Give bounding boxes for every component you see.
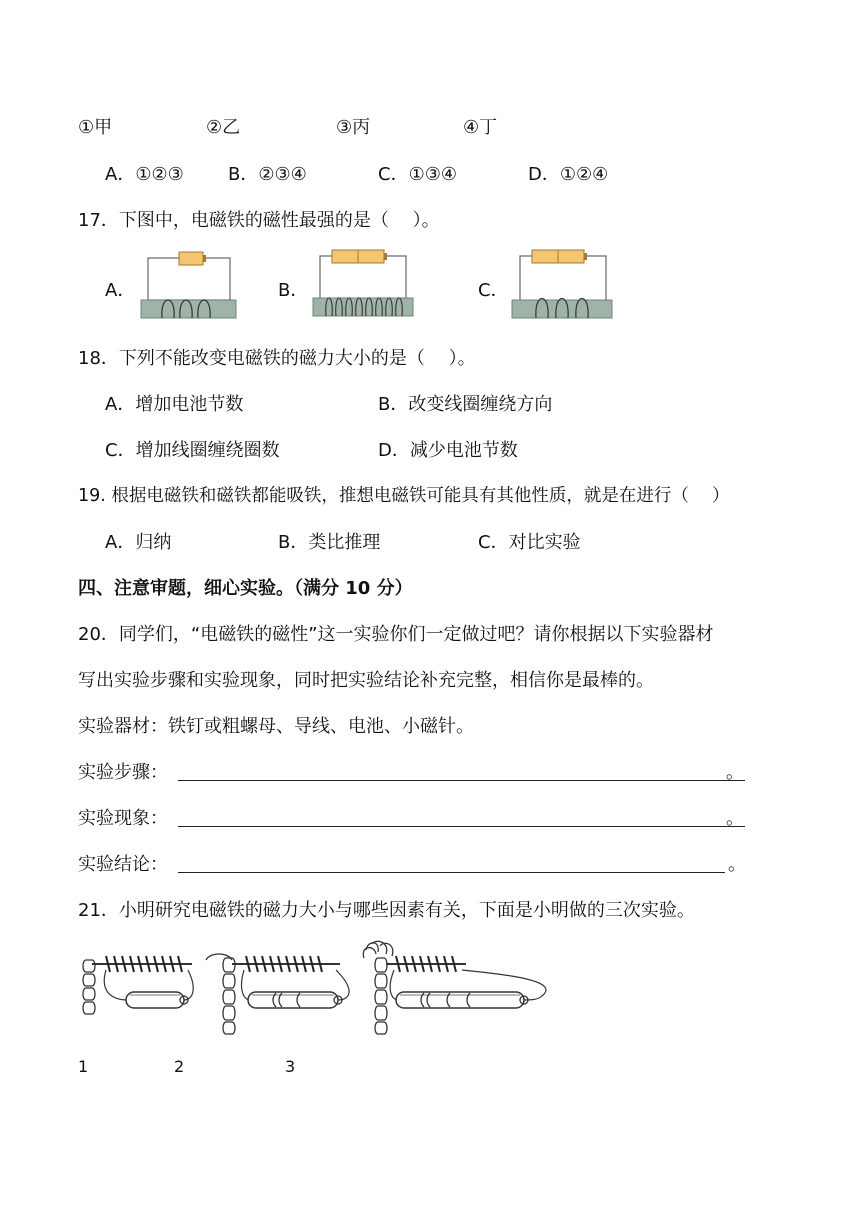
q16-option-b[interactable] (228, 160, 307, 186)
section-heading: 四、注意审题，细心实验。（满分 10 分） (78, 578, 413, 599)
option-letter: B． (278, 532, 309, 553)
q18-option-c[interactable] (105, 436, 280, 462)
phenomenon-label: 实验现象： (78, 808, 168, 829)
option-text: 改变线圈缠绕方向 (408, 394, 553, 415)
experiment-3-figure (362, 940, 554, 1035)
circuit-a-figure (136, 244, 242, 326)
circuit-b-figure (310, 244, 416, 326)
option-letter: C． (105, 440, 136, 461)
option-text: 类比推理 (308, 532, 381, 553)
option-letter: B． (228, 164, 259, 185)
q18-option-a[interactable] (105, 390, 243, 416)
experiment-1-figure (80, 950, 200, 1030)
experiment-label-1: 1 (78, 1057, 89, 1076)
option-text: 归纳 (135, 532, 172, 553)
conclusion-period: 。 (728, 854, 746, 875)
q16-option-a[interactable] (105, 160, 184, 186)
option-text: 减少电池节数 (409, 440, 518, 461)
option-text: 增加电池节数 (135, 394, 244, 415)
steps-answer-line[interactable] (178, 780, 745, 781)
q20-stem-line1: 20．同学们，“电磁铁的磁性”这一实验你们一定做过吧？请你根据以下实验器材 (78, 624, 714, 645)
q16-item-4: ④丁 (463, 117, 498, 138)
q16-item-1: ①甲 (78, 117, 113, 138)
option-text: ①②③ (135, 164, 184, 185)
option-letter: C． (478, 532, 509, 553)
option-letter: A． (105, 394, 136, 415)
q18-option-d[interactable] (378, 436, 518, 462)
circuit-c-figure (508, 244, 614, 326)
option-text: ①②④ (559, 164, 609, 185)
q17-option-c[interactable]: C． (478, 280, 509, 301)
q20-stem-line2: 写出实验步骤和实验现象，同时把实验结论补充完整，相信你是最棒的。 (78, 670, 654, 691)
q21-stem: 21．小明研究电磁铁的磁力大小与哪些因素有关，下面是小明做的三次实验。 (78, 900, 695, 921)
experiment-label-3: 3 (285, 1057, 296, 1076)
option-text: ②③④ (258, 164, 307, 185)
option-letter: A． (105, 532, 136, 553)
option-letter: A． (105, 164, 136, 185)
option-letter: C． (378, 164, 409, 185)
q17-stem: 17．下图中，电磁铁的磁性最强的是（ ）。 (78, 210, 440, 231)
q16-option-c[interactable] (378, 160, 457, 186)
steps-period: 。 (726, 762, 744, 783)
q16-item-3: ③丙 (336, 117, 371, 138)
q17-option-b[interactable]: B． (278, 280, 309, 301)
q19-stem: 19. 根据电磁铁和磁铁都能吸铁，推想电磁铁可能具有其他性质，就是在进行（ ） (78, 486, 730, 506)
option-letter: D． (528, 164, 560, 185)
option-text: 对比实验 (508, 532, 581, 553)
option-letter: B． (378, 394, 409, 415)
q19-option-b[interactable] (278, 528, 380, 554)
q20-materials: 实验器材：铁钉或粗螺母、导线、电池、小磁针。 (78, 716, 474, 737)
phenomenon-period: 。 (726, 808, 744, 829)
option-text: 增加线圈缠绕圈数 (135, 440, 280, 461)
q18-stem: 18．下列不能改变电磁铁的磁力大小的是（ ）。 (78, 348, 476, 369)
experiment-label-2: 2 (174, 1057, 185, 1076)
steps-label: 实验步骤： (78, 762, 168, 783)
q18-option-b[interactable] (378, 390, 552, 416)
conclusion-answer-line[interactable] (178, 872, 725, 873)
phenomenon-answer-line[interactable] (178, 826, 745, 827)
q17-option-a[interactable]: A． (105, 280, 136, 301)
q19-option-a[interactable] (105, 528, 171, 554)
q16-option-d[interactable] (528, 160, 608, 186)
q16-item-2: ②乙 (206, 117, 241, 138)
experiment-2-figure (204, 950, 364, 1035)
q19-option-c[interactable] (478, 528, 581, 554)
option-text: ①③④ (408, 164, 457, 185)
conclusion-label: 实验结论： (78, 854, 168, 875)
option-letter: D． (378, 440, 410, 461)
